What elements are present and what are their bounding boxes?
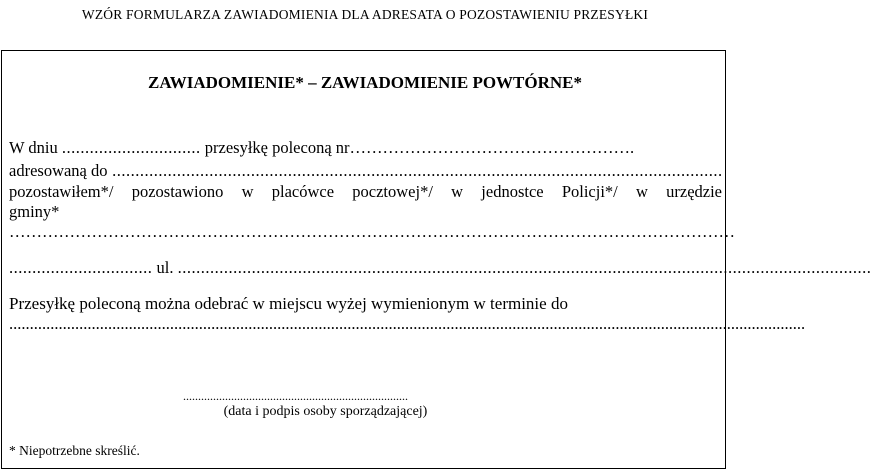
city-blank: ............................... xyxy=(9,258,153,277)
street-label: ul. xyxy=(152,258,178,277)
addressee-label: adresowaną do xyxy=(9,161,108,180)
date-blank: .............................. xyxy=(61,138,201,157)
street-blank: ...................................................................................................................................................... xyxy=(177,258,871,277)
pickup-deadline-blank: ................................................................................................................................................................................................. xyxy=(9,314,806,333)
addressee-line xyxy=(9,161,722,181)
footnote: * Niepotrzebne skreślić. xyxy=(9,443,140,458)
date-label: W dniu xyxy=(9,138,58,157)
parcel-number-label: przesyłkę poleconą nr xyxy=(200,138,350,157)
form-template-caption: WZÓR FORMULARZA ZAWIADOMIENIA DLA ADRESATA O POZOSTAWIENIU PRZESYŁKI xyxy=(81,7,649,22)
signature-label: (data i podpis osoby sporządzającej) xyxy=(223,404,428,419)
addressee-blank: .................................................................................................................................... xyxy=(107,161,723,180)
left-at-location-line: pozostawiłem*/ pozostawiono w placówce pocztowej*/ w jednostce Policji*/ w urzędzie xyxy=(9,182,722,201)
left-at-location-line-cont: gminy* xyxy=(9,202,60,221)
location-blank-line: …………………………………………………………………………………………………………………… xyxy=(9,222,735,241)
signature-blank: ........................................................................... xyxy=(183,389,408,403)
parcel-number-blank: ……………………………………………. xyxy=(349,138,635,157)
city-street-line xyxy=(9,258,871,278)
form-title: ZAWIADOMIENIE* – ZAWIADOMIENIE POWTÓRNE* xyxy=(147,73,583,92)
pickup-deadline-text: Przesyłkę poleconą można odebrać w miejscu wyżej wymienionym w terminie do xyxy=(9,294,568,313)
date-and-parcel-number-line xyxy=(9,138,722,158)
